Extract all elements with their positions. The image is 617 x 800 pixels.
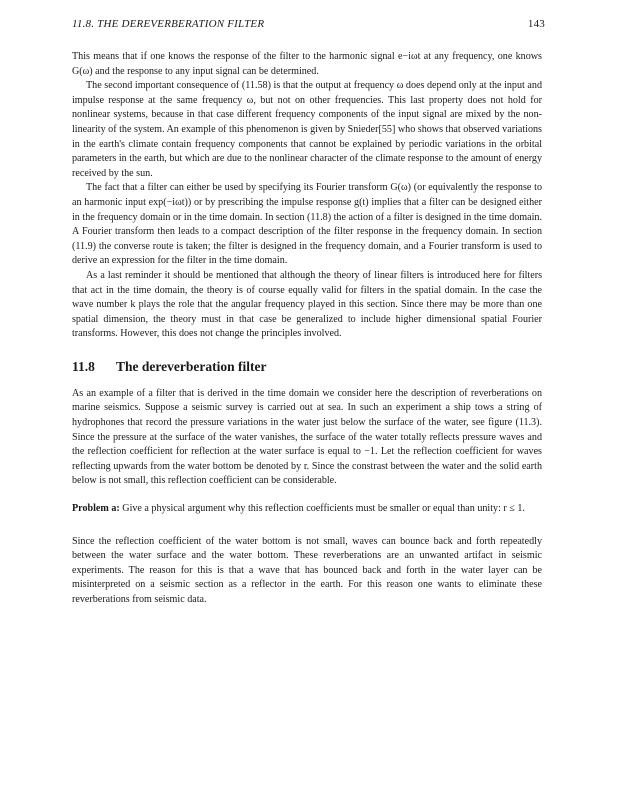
problem-a (72, 502, 542, 517)
problem-label: Problem a: (72, 503, 120, 515)
section-number: 11.8 (72, 358, 95, 374)
paragraph-marine-seismics: As an example of a filter that is derived in the time domain we consider here the description of reverberations on marine seismics. Suppose a seismic survey is carried out at sea. In such an experiment a ship tows a string of hydrophones that record the pressure variations in the water just below the surface of the water, see figure (11.3). Since the pressure at the surface of the water vanishes, the surface of the water totally reflects pressure waves and the reflection coefficient for reflection at the water surface is equal to −1. Let the reflection coefficient for waves reflecting upwards from the water bottom be denoted by r. Since the constrast between the water and the solid earth below is not small, this reflection coefficient can be considerable. (72, 387, 542, 487)
header-section-title: 11.8. THE DEREVERBERATION FILTER (72, 18, 265, 30)
problem-text: Give a physical argument why this reflection coefficients must be smaller or equal than unity: r ≤ 1. (122, 503, 525, 515)
section-title: The dereverberation filter (116, 358, 267, 374)
paragraph-harmonic-response: This means that if one knows the response of the filter to the harmonic signal e−iωt at any frequency, one knows G(ω) and the response to any input signal can be determined. (72, 51, 542, 77)
page-body (72, 50, 542, 608)
paragraph-reverberations: Since the reflection coefficient of the water bottom is not small, waves can bounce back and forth repeatedly between the water surface and the water bottom. These reverberations are an unwanted artifact in seismic experiments. The reason for this is that a wave that has bounced back and forth in the water layer can be misinterpreted on a seismic section as a reflector in the earth. For this reason one wants to eliminate these reverberations from seismic data. (72, 535, 542, 605)
paragraph-second-consequence: The second important consequence of (11.58) is that the output at frequency ω does depend only at the input and impulse response at the same frequency ω, but not on other frequencies. This last property does not hold for nonlinear systems, because in that case different frequency components of the input signal are mixed by the non-linearity of the system. An example of this phenomenon is given by Snieder[55] who shows that observed variations in the earth's climate contain frequency components that cannot be explained by periodic variations in the orbital parameters in the earth, but which are due to the nonlinear character of the climate response to the amount of energy received by the sun. (72, 80, 542, 179)
page-number: 143 (527, 18, 545, 30)
section-heading (72, 359, 542, 375)
paragraph-filter-design: The fact that a filter can either be used by specifying its Fourier transform G(ω) (or equivalently the response to an harmonic input exp(−iωt)) or by prescribing the impulse response g(t) implies that a filter can be designed either in the frequency domain or in the time domain. In section (11.8) the action of a filter is designed in the time domain. A Fourier transform then leads to a compact description of the filter response in the frequency domain. In section (11.9) the converse route is taken; the filter is designed in the frequency domain, and a Fourier transform is used to derive an expression for the filter in the time domain. (72, 182, 542, 267)
paragraph-spatial-filters: As a last reminder it should be mentioned that although the theory of linear filters is introduced here for filters that act in the time domain, the theory is of course equally valid for filters in the spatial domain. In the case the wave number k plays the role that the angular frequency played in this section. Since there may be more than one spatial dimension, the theory must in that case be generalized to include higher dimensional spatial Fourier transforms. However, this does not change the principles involved. (72, 269, 542, 340)
running-header (72, 18, 545, 34)
